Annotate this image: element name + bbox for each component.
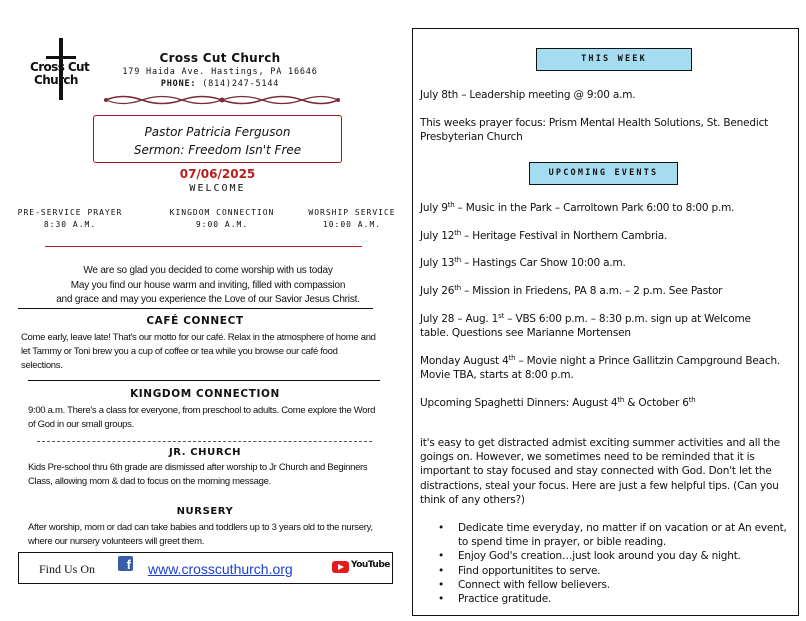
- youtube-icon: [332, 561, 349, 573]
- event-text: & October 6: [624, 397, 689, 409]
- event-item: [420, 229, 796, 243]
- date-suffix: th: [447, 201, 455, 209]
- event-item: [420, 201, 796, 215]
- pastor-name: Pastor Patricia Ferguson: [144, 125, 291, 139]
- list-item: • Dedicate time everyday, no matter if on vacation or at An event, to spend time in prayer, or bible reading.: [438, 521, 793, 549]
- kingdom-connection-body: 9:00 a.m. There's a class for everyone, from preschool to adults. Come explore the Word of God in our small groups.: [28, 405, 376, 430]
- service-worship: [287, 207, 417, 231]
- event-item: [420, 354, 792, 382]
- decorative-swirl-divider: [102, 91, 342, 109]
- event-text: – Mission in Friedens, PA 8 a.m. – 2 p.m. See Pastor: [460, 285, 723, 297]
- event-item: [420, 284, 796, 298]
- upcoming-events-heading: UPCOMING EVENTS: [529, 162, 678, 185]
- cafe-connect-title: CAFÉ CONNECT: [146, 315, 244, 327]
- event-text: – Movie night a Prince Gallitzin Campground Beach. Movie TBA, starts at 8:00 p.m.: [420, 355, 781, 382]
- youtube-label: YouTube: [351, 560, 390, 570]
- church-address: 179 Haida Ave. Hastings, PA 16646: [122, 67, 318, 77]
- facebook-icon[interactable]: f: [118, 556, 133, 571]
- divider: [45, 246, 362, 247]
- announcements-panel: [412, 28, 799, 616]
- event-item: [420, 312, 770, 340]
- phone-label: PHONE:: [160, 79, 197, 89]
- welcome-motto: [28, 264, 388, 308]
- find-us-bar: [18, 552, 393, 584]
- dashed-divider: [37, 441, 372, 442]
- service-time: 10:00 A.M.: [322, 220, 382, 229]
- phone-number: (814)247-5144: [202, 79, 280, 89]
- event-text: – Heritage Festival in Northern Cambria.: [460, 230, 668, 242]
- nursery-title: NURSERY: [176, 506, 234, 517]
- event-date: July 26: [420, 285, 455, 297]
- date-suffix: th: [688, 396, 696, 404]
- date-suffix: th: [508, 354, 516, 362]
- service-name: KINGDOM CONNECTION: [169, 208, 275, 217]
- kingdom-connection-title: KINGDOM CONNECTION: [130, 388, 280, 400]
- logo-text-line1: Cross Cut: [30, 60, 90, 74]
- tips-list: [438, 521, 793, 606]
- event-date: Upcoming Spaghetti Dinners: August 4: [420, 397, 618, 409]
- date-suffix: th: [617, 396, 625, 404]
- divider: [28, 380, 380, 381]
- service-name: WORSHIP SERVICE: [308, 208, 396, 217]
- pastor-sermon-box: [93, 115, 342, 163]
- motto-line: and grace and may you experience the Love of our Savior Jesus Christ.: [56, 294, 360, 305]
- church-logo: [30, 38, 92, 100]
- divider: [18, 308, 373, 309]
- service-name: PRE-SERVICE PRAYER: [17, 208, 123, 217]
- date-suffix: th: [454, 256, 461, 264]
- welcome-heading: WELCOME: [189, 183, 246, 194]
- motto-line: We are so glad you decided to come worship with us today: [83, 265, 333, 276]
- bulletin-date: 07/06/2025: [179, 167, 256, 181]
- nursery-body: After worship, mom or dad can take babies and toddlers up to 3 years old to the nursery, where our nursery volunteers will greet them.: [28, 522, 373, 547]
- find-us-label: Find Us On: [39, 562, 96, 576]
- jr-church-title: JR. CHURCH: [168, 447, 242, 458]
- date-suffix: st: [498, 312, 505, 320]
- jr-church-body: Kids Pre-school thru 6th grade are dismissed after worship to Jr Church and Beginners Class, allowing mom & dad to focus on the morning message.: [28, 462, 368, 487]
- service-pre-service-prayer: [5, 207, 135, 231]
- event-item: [420, 396, 796, 410]
- service-time: 8:30 A.M.: [43, 220, 97, 229]
- cafe-connect-body: Come early, leave late! That's our motto for our café. Relax in the atmosphere of home and let Tammy or Toni brew you a cup of coffee or tea while you browse our café food selections.: [21, 332, 376, 371]
- event-date: July 12: [420, 230, 455, 242]
- event-text: – Music in the Park – Carroltown Park 6:00 to 8:00 p.m.: [454, 202, 735, 214]
- this-week-heading: THIS WEEK: [536, 48, 692, 71]
- service-time: 9:00 A.M.: [195, 220, 249, 229]
- this-week-meeting: July 8th – Leadership meeting @ 9:00 a.m.: [420, 89, 636, 101]
- event-text: – VBS 6:00 p.m. – 8:30 p.m. sign up at Welcome table. Questions see Marianne Mortensen: [420, 313, 751, 340]
- website-link[interactable]: www.crosscuthurch.org: [148, 561, 293, 577]
- event-date: July 9: [420, 202, 448, 214]
- church-name: Cross Cut Church: [159, 51, 281, 65]
- prayer-focus: This weeks prayer focus: Prism Mental Health Solutions, St. Benedict Presbyterian Church: [420, 117, 769, 144]
- event-text: – Hastings Car Show 10:00 a.m.: [460, 257, 626, 269]
- event-date: July 28 – Aug. 1: [420, 313, 499, 325]
- church-phone: [110, 79, 330, 89]
- service-kingdom-connection: [157, 207, 287, 231]
- list-item: • Connect with fellow believers.: [438, 578, 793, 592]
- motto-line: May you find our house warm and inviting, filled with compassion: [70, 279, 346, 291]
- list-item: • Practice gratitude.: [438, 592, 793, 606]
- list-item: • Find opportunitites to serve.: [438, 564, 793, 578]
- event-date: July 13: [420, 257, 455, 269]
- date-suffix: th: [454, 229, 461, 237]
- sermon-title: Sermon: Freedom Isn't Free: [133, 143, 302, 157]
- event-item: [420, 256, 796, 270]
- logo-text-line2: Church: [34, 73, 78, 87]
- date-suffix: th: [454, 284, 461, 292]
- pastoral-message: it's easy to get distracted admist exciting summer activities and all the goings on. However, we sometimes need to be reminded that it is important to stay focused and stay connected with God. Don't let the distractions, steal your focus. Here are just a few helpful tips. (Can you think of any others?): [420, 437, 780, 506]
- event-date: Monday August 4: [420, 355, 509, 367]
- list-item: • Enjoy God's creation…just look around you day & night.: [438, 549, 793, 563]
- cross-icon-horizontal: [46, 56, 76, 59]
